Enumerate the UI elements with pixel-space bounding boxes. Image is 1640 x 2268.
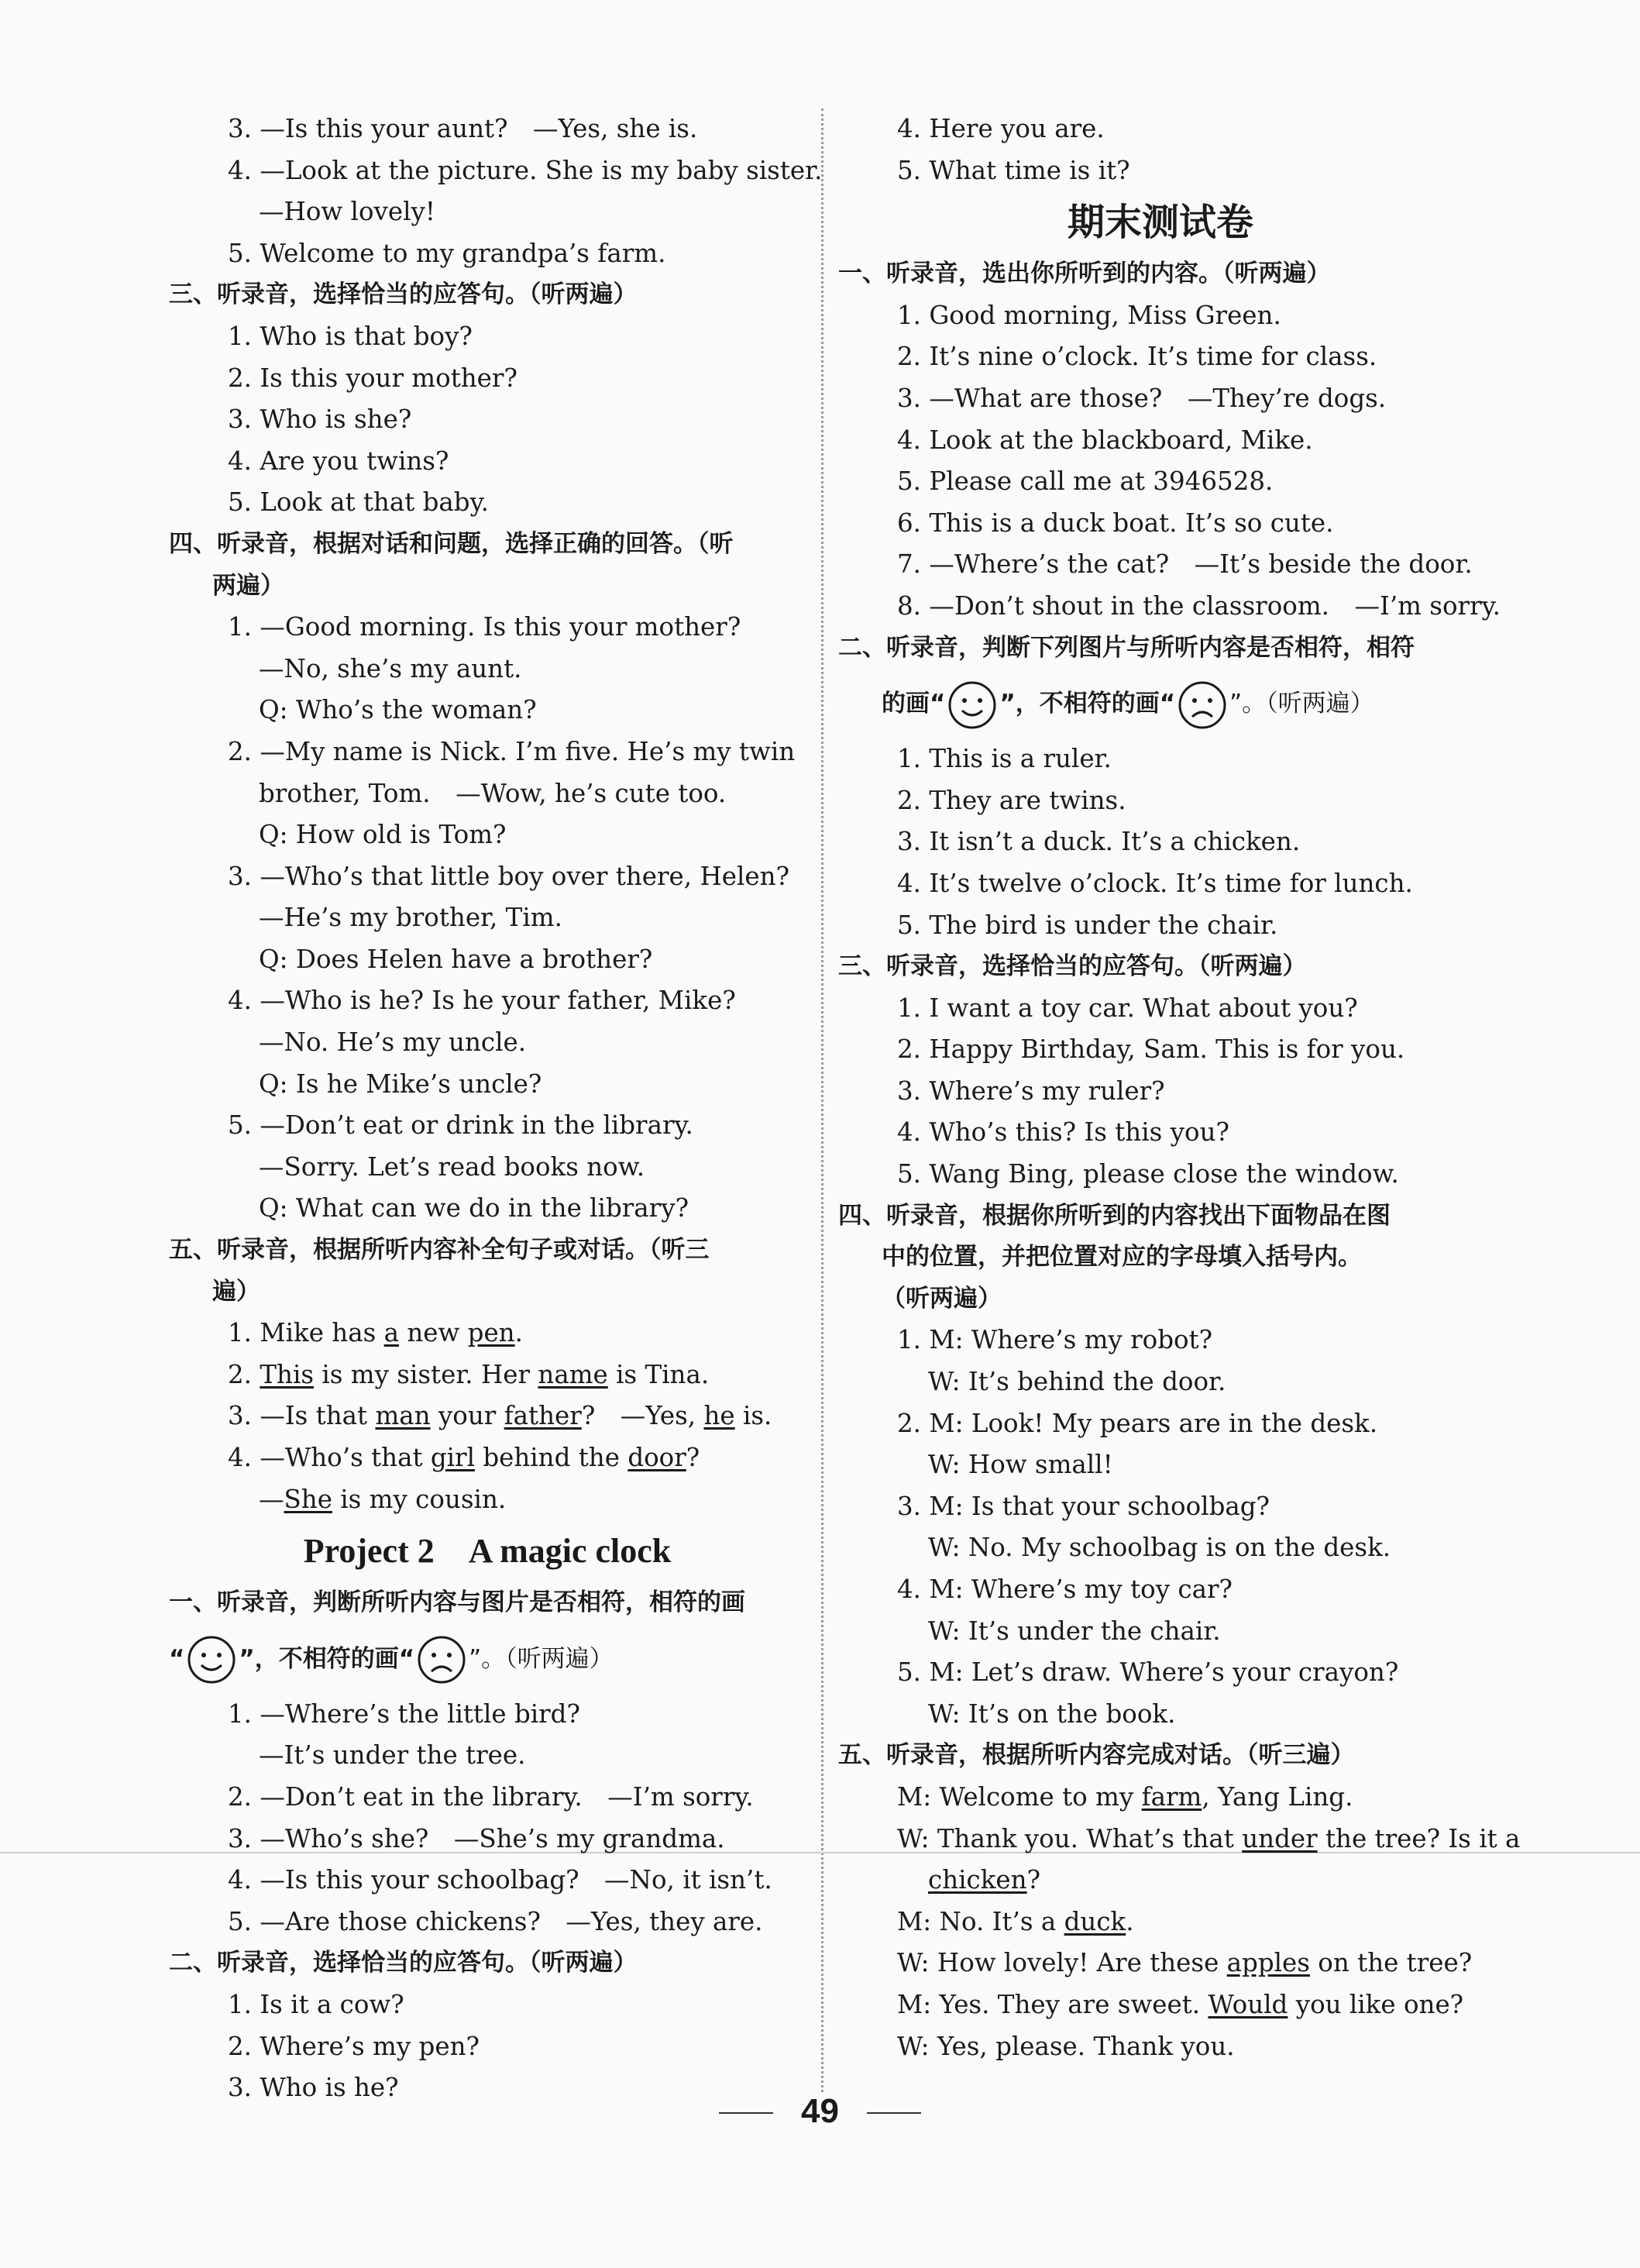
quote-text: ”，不相符的画“ bbox=[239, 1644, 415, 1673]
text-line: 3. Who is he? bbox=[228, 2073, 399, 2103]
text-line: 3. Who is she? bbox=[228, 404, 412, 435]
filled-blank: name bbox=[538, 1359, 608, 1389]
text-line bbox=[835, 1943, 1486, 1984]
right-more-lines bbox=[835, 738, 1486, 1777]
text-line bbox=[835, 1819, 1521, 1860]
text-line: 4. Are you twins? bbox=[228, 446, 449, 476]
text-line: —It’s under the tree. bbox=[259, 1740, 526, 1771]
text-segment: — bbox=[259, 1484, 284, 1514]
text-line: 3. M: Is that your schoolbag? bbox=[897, 1491, 1270, 1521]
text-line: W: It’s on the book. bbox=[928, 1698, 1176, 1729]
text-line: Q: How old is Tom? bbox=[259, 820, 507, 850]
section-heading-faces bbox=[166, 1624, 809, 1694]
text-segment: is my sister. Her bbox=[314, 1359, 538, 1389]
text-line: Q: Does Helen have a brother? bbox=[259, 944, 653, 974]
section-heading: 五、听录音，根据所听内容完成对话。（听三遍） bbox=[838, 1741, 1355, 1770]
text-line: Q: Who’s the woman? bbox=[259, 695, 537, 725]
section-heading: 三、听录音，选择恰当的应答句。（听两遍） bbox=[838, 952, 1307, 981]
text-line: 2. They are twins. bbox=[897, 785, 1126, 815]
text-line: 5. What time is it? bbox=[897, 155, 1130, 185]
text-line: 5. —Are those chickens? —Yes, they are. bbox=[228, 1906, 763, 1936]
text-line: —Sorry. Let’s read books now. bbox=[259, 1151, 645, 1182]
text-line: Q: What can we do in the library? bbox=[259, 1193, 689, 1223]
section-heading: 四、听录音，根据你所听到的内容找出下面物品在图 bbox=[838, 1201, 1391, 1230]
filled-blank: door bbox=[627, 1443, 686, 1472]
text-segment: ? —Yes, bbox=[581, 1401, 704, 1431]
right-column bbox=[835, 108, 1521, 2067]
text-line: 4. Who’s this? Is this you? bbox=[897, 1117, 1229, 1148]
text-segment: you like one? bbox=[1288, 1989, 1464, 2019]
text-line: —No. He’s my uncle. bbox=[259, 1027, 527, 1058]
text-line: 2. It’s nine o’clock. It’s time for class. bbox=[897, 342, 1377, 372]
text-line: 1. Good morning, Miss Green. bbox=[897, 300, 1281, 330]
section-heading: 二、听录音，判断下列图片与所听内容是否相符，相符 bbox=[838, 633, 1415, 662]
text-line: 2. M: Look! My pears are in the desk. bbox=[897, 1408, 1378, 1438]
text-segment: 1. Mike has bbox=[228, 1318, 384, 1348]
text-segment: behind the bbox=[474, 1443, 628, 1472]
filled-blank: man bbox=[375, 1401, 431, 1431]
section-heading: 两遍） bbox=[212, 571, 284, 600]
text-segment: your bbox=[430, 1401, 504, 1431]
column-divider bbox=[821, 108, 823, 2092]
text-line: 5. Please call me at 3946528. bbox=[897, 466, 1274, 497]
right-listening-lines bbox=[835, 253, 1501, 669]
dash-right bbox=[867, 2112, 921, 2114]
filled-blank: duck bbox=[1064, 1906, 1126, 1936]
left-listening-lines bbox=[166, 108, 823, 1313]
final-exam-title: 期末测试卷 bbox=[1067, 201, 1253, 245]
text-line bbox=[166, 1437, 809, 1479]
text-line: —How lovely! bbox=[259, 197, 435, 227]
text-line: 5. Look at that baby. bbox=[228, 487, 489, 518]
page-number-footer bbox=[0, 2092, 1640, 2131]
filled-blank: chicken bbox=[928, 1865, 1027, 1895]
text-line: 2. Where’s my pen? bbox=[228, 2031, 480, 2061]
left-column bbox=[166, 108, 823, 2109]
text-line: 3. Where’s my ruler? bbox=[897, 1075, 1165, 1106]
text-segment: , Yang Ling. bbox=[1202, 1781, 1353, 1812]
text-line: 1. —Where’s the little bird? bbox=[228, 1698, 580, 1729]
page-number: 49 bbox=[801, 2092, 839, 2130]
filled-blank: he bbox=[703, 1401, 735, 1431]
listen-note: ”。（听两遍） bbox=[1229, 690, 1374, 718]
text-line: Q: Is he Mike’s uncle? bbox=[259, 1069, 542, 1099]
text-line: W: No. My schoolbag is on the desk. bbox=[928, 1533, 1391, 1563]
text-segment: M: Yes. They are sweet. bbox=[897, 1989, 1209, 2019]
listen-note: ”。（听两遍） bbox=[469, 1644, 614, 1673]
left-fill-blanks bbox=[166, 1313, 809, 1520]
text-line: 4. —Is this your schoolbag? —No, it isn’t. bbox=[228, 1865, 772, 1895]
text-line bbox=[835, 1984, 1486, 2026]
text-line: 4. —Who is he? Is he your father, Mike? bbox=[228, 986, 736, 1016]
text-line: W: How small! bbox=[928, 1450, 1113, 1480]
smiley-face-icon bbox=[947, 680, 998, 731]
text-line: 2. —Don’t eat in the library. —I’m sorry. bbox=[228, 1781, 754, 1812]
text-line: 1. M: Where’s my robot? bbox=[897, 1325, 1213, 1355]
text-line bbox=[835, 1860, 1486, 1901]
text-segment: the tree? Is it a bbox=[1317, 1823, 1521, 1853]
text-segment: . bbox=[1126, 1906, 1134, 1936]
text-line: 5. Welcome to my grandpa’s farm. bbox=[228, 238, 666, 268]
text-line: 2. —My name is Nick. I’m five. He’s my twin bbox=[228, 736, 796, 766]
text-line: 1. I want a toy car. What about you? bbox=[897, 993, 1358, 1023]
text-line bbox=[166, 1396, 809, 1437]
text-line: —No, she’s my aunt. bbox=[259, 653, 522, 683]
text-line: 4. It’s twelve o’clock. It’s time for lunch. bbox=[897, 868, 1413, 898]
text-line: 4. —Look at the picture. She is my baby sister. bbox=[228, 155, 823, 185]
text-line bbox=[166, 1354, 809, 1396]
filled-blank: This bbox=[260, 1359, 315, 1389]
text-segment: . bbox=[514, 1318, 523, 1348]
text-line: W: It’s behind the door. bbox=[928, 1367, 1226, 1397]
text-segment: 2. bbox=[228, 1359, 260, 1389]
text-segment: M: Welcome to my bbox=[897, 1781, 1142, 1812]
section-heading: 五、听录音，根据所听内容补全句子或对话。（听三 bbox=[169, 1236, 710, 1265]
text-line: 5. The bird is under the chair. bbox=[897, 910, 1278, 940]
text-line bbox=[835, 1901, 1486, 1943]
filled-blank: a bbox=[383, 1318, 399, 1348]
section-heading: 四、听录音，根据对话和问题，选择正确的回答。（听 bbox=[169, 529, 734, 558]
text-line: 5. Wang Bing, please close the window. bbox=[897, 1159, 1399, 1189]
text-line: W: It’s under the chair. bbox=[928, 1616, 1221, 1646]
text-line: 3. —Is this your aunt? —Yes, she is. bbox=[228, 114, 698, 143]
filled-blank: apples bbox=[1226, 1948, 1310, 1978]
filled-blank: pen bbox=[467, 1318, 515, 1348]
right-dialog bbox=[835, 1777, 1521, 2067]
section-heading: 中的位置，并把位置对应的字母填入括号内。 bbox=[882, 1243, 1362, 1272]
filled-blank: under bbox=[1242, 1823, 1318, 1853]
text-line bbox=[835, 2026, 1486, 2068]
text-segment: ? bbox=[686, 1443, 700, 1472]
project-title: Project 2 A magic clock bbox=[303, 1532, 672, 1571]
text-line: 5. M: Let’s draw. Where’s your crayon? bbox=[897, 1657, 1399, 1688]
text-line bbox=[166, 1313, 809, 1354]
text-line: 1. Is it a cow? bbox=[228, 1989, 404, 2019]
text-segment: W: How lovely! Are these bbox=[897, 1948, 1227, 1978]
text-line: 4. Look at the blackboard, Mike. bbox=[897, 425, 1313, 455]
sad-face-icon bbox=[416, 1634, 467, 1685]
text-segment: 3. —Is that bbox=[228, 1401, 376, 1431]
text-segment: is. bbox=[734, 1401, 772, 1431]
text-line: 3. —Who’s she? —She’s my grandma. bbox=[228, 1823, 725, 1853]
text-line: 1. This is a ruler. bbox=[897, 744, 1112, 774]
section-heading-faces bbox=[835, 669, 1486, 738]
text-segment: M: No. It’s a bbox=[897, 1906, 1064, 1936]
dash-left bbox=[719, 2112, 773, 2114]
section-heading: 一、听录音，选出你所听到的内容。（听两遍） bbox=[838, 260, 1331, 288]
quote-text: “ bbox=[169, 1644, 185, 1673]
text-segment: W: Thank you. What’s that bbox=[897, 1823, 1243, 1853]
text-line: 1. —Good morning. Is this your mother? bbox=[228, 612, 741, 642]
text-segment: new bbox=[398, 1318, 468, 1348]
text-segment: is my cousin. bbox=[332, 1484, 507, 1514]
section-heading: 三、听录音，选择恰当的应答句。（听两遍） bbox=[169, 280, 638, 309]
smiley-face-icon bbox=[186, 1634, 237, 1685]
section-heading: 一、听录音，判断所听内容与图片是否相符，相符的画 bbox=[169, 1588, 745, 1617]
text-segment: W: Yes, please. Thank you. bbox=[897, 2031, 1235, 2061]
filled-blank: Would bbox=[1208, 1989, 1288, 2019]
text-line bbox=[166, 1479, 809, 1521]
text-line: 4. Here you are. bbox=[897, 114, 1105, 143]
text-line: 7. —Where’s the cat? —It’s beside the door. bbox=[897, 549, 1473, 580]
filled-blank: farm bbox=[1141, 1781, 1202, 1812]
quote-text: 的画“ bbox=[882, 690, 946, 718]
text-segment: on the tree? bbox=[1309, 1948, 1473, 1978]
text-line: —He’s my brother, Tim. bbox=[259, 903, 562, 933]
text-line: 3. —Who’s that little boy over there, Helen? bbox=[228, 861, 790, 891]
text-line: brother, Tom. —Wow, he’s cute too. bbox=[259, 778, 727, 808]
text-line: 5. —Don’t eat or drink in the library. bbox=[228, 1110, 693, 1141]
quote-text: ”，不相符的画“ bbox=[999, 690, 1176, 718]
filled-blank: father bbox=[504, 1401, 582, 1431]
sad-face-icon bbox=[1177, 680, 1228, 731]
text-line: 2. Happy Birthday, Sam. This is for you. bbox=[897, 1034, 1405, 1065]
text-line: 6. This is a duck boat. It’s so cute. bbox=[897, 508, 1334, 538]
text-line bbox=[835, 1777, 1486, 1819]
text-segment: 4. —Who’s that bbox=[228, 1443, 431, 1472]
left-project-lines bbox=[166, 1694, 809, 2109]
text-line: 8. —Don’t shout in the classroom. —I’m sorry. bbox=[897, 590, 1501, 621]
section-heading: （听两遍） bbox=[882, 1284, 1002, 1313]
text-line: 2. Is this your mother? bbox=[228, 363, 517, 393]
text-line: 4. M: Where’s my toy car? bbox=[897, 1575, 1233, 1604]
text-line: 3. It isn’t a duck. It’s a chicken. bbox=[897, 827, 1301, 857]
text-segment: ? bbox=[1026, 1865, 1041, 1895]
right-top-lines bbox=[835, 108, 1486, 191]
text-segment: is Tina. bbox=[607, 1359, 710, 1389]
filled-blank: She bbox=[284, 1484, 332, 1514]
section-heading: 二、听录音，选择恰当的应答句。（听两遍） bbox=[169, 1949, 638, 1977]
text-line: 3. —What are those? —They’re dogs. bbox=[897, 383, 1387, 413]
text-line: 1. Who is that boy? bbox=[228, 321, 473, 351]
section-heading: 遍） bbox=[212, 1277, 260, 1306]
filled-blank: girl bbox=[430, 1443, 475, 1472]
